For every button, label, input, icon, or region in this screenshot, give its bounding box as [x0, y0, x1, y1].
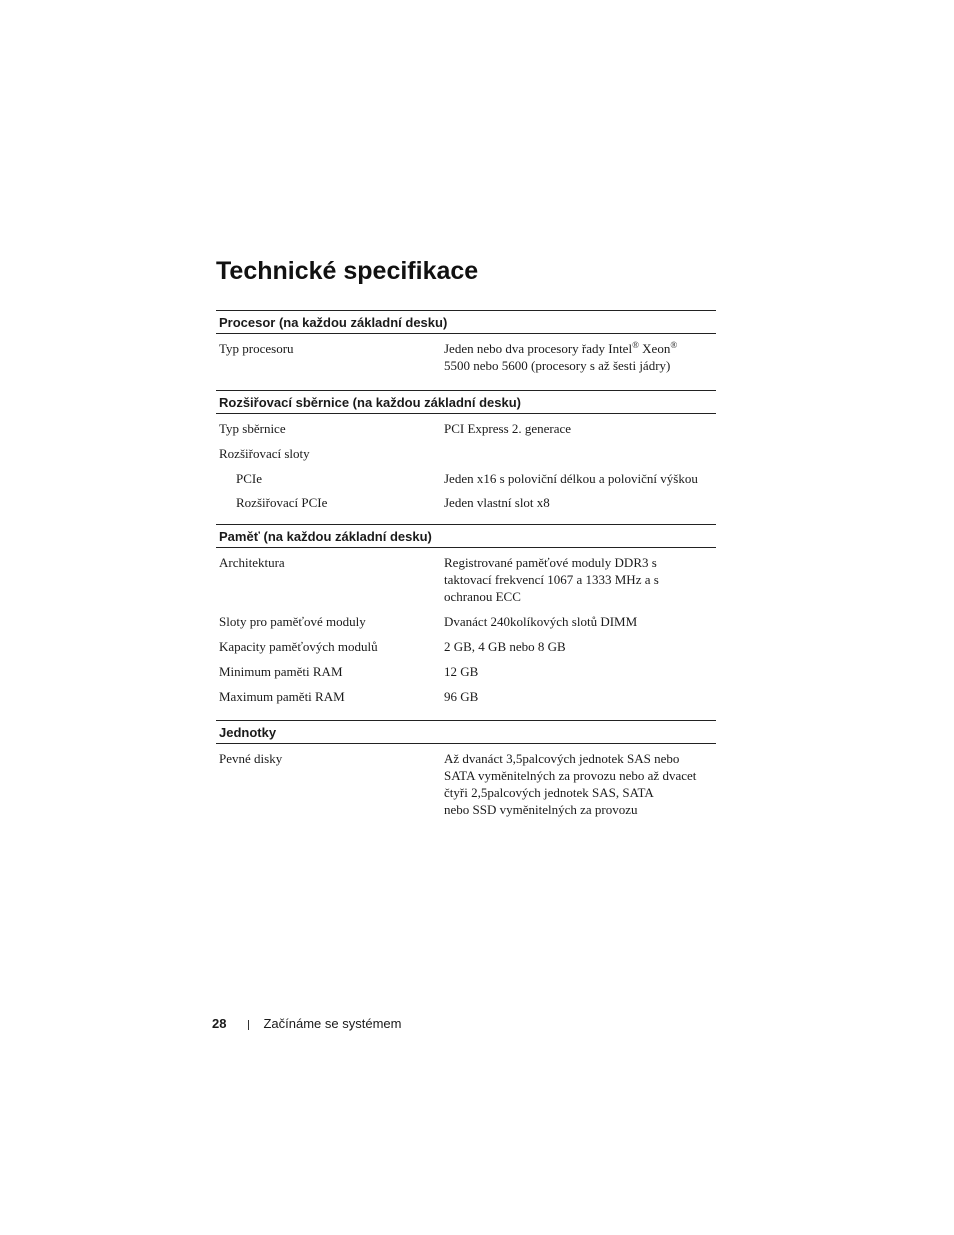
page-footer: [212, 1015, 401, 1033]
spec-section-drives: [216, 720, 716, 826]
spec-value: [444, 554, 716, 605]
spec-row-hard-drives: [216, 750, 716, 818]
spec-value-text: Xeon: [638, 341, 671, 356]
spec-label: Rozšiřovací PCIe: [236, 495, 328, 510]
spec-row-processor-type: [216, 340, 716, 374]
spec-value-line: 5500 nebo 5600 (procesory s až šesti jádry): [444, 358, 671, 373]
spec-label: Minimum paměti RAM: [219, 664, 343, 679]
spec-row-minimum-ram: [216, 663, 716, 680]
spec-row-pcie: [216, 470, 716, 487]
spec-value: 2 GB, 4 GB nebo 8 GB: [444, 639, 566, 654]
page-number: 28: [212, 1016, 227, 1031]
spec-row-expansion-pcie: [216, 494, 716, 511]
spec-row-architecture: [216, 554, 716, 605]
spec-value-line: [444, 340, 716, 357]
spec-label: Architektura: [219, 555, 285, 570]
spec-value: 12 GB: [444, 664, 479, 679]
spec-value: [444, 445, 716, 462]
spec-label: PCIe: [236, 471, 262, 486]
spec-section-processor: [216, 310, 716, 382]
spec-label: Kapacity paměťových modulů: [219, 639, 378, 654]
page-title: Technické specifikace: [216, 257, 479, 285]
spec-section-expansion-bus: [216, 390, 716, 519]
spec-value: Dvanáct 240kolíkových slotů DIMM: [444, 614, 638, 629]
registered-mark: ®: [632, 340, 639, 350]
spec-value: 96 GB: [444, 689, 479, 704]
spec-label: Maximum paměti RAM: [219, 689, 345, 704]
spec-value-text: Jeden nebo dva procesory řady Intel: [444, 341, 633, 356]
spec-label: Typ procesoru: [219, 341, 294, 356]
spec-row-memory-slots: [216, 613, 716, 630]
spec-row-module-capacities: [216, 638, 716, 655]
spec-rows: [216, 744, 716, 818]
spec-row-expansion-slots: [216, 445, 716, 462]
spec-label: Sloty pro paměťové moduly: [219, 614, 366, 629]
spec-label: Rozšiřovací sloty: [219, 446, 310, 461]
spec-value: [444, 750, 716, 818]
spec-value-line: čtyři 2,5palcových jednotek SAS, SATA: [444, 785, 654, 800]
spec-value-line: nebo SSD vyměnitelných za provozu: [444, 802, 638, 817]
spec-rows: [216, 548, 716, 705]
spec-value-line: ochranou ECC: [444, 589, 521, 604]
section-heading: Jednotky: [216, 720, 716, 744]
spec-rows: [216, 334, 716, 374]
spec-value: Jeden vlastní slot x8: [444, 495, 550, 510]
section-heading: Procesor (na každou základní desku): [216, 310, 716, 334]
spec-value: PCI Express 2. generace: [444, 421, 572, 436]
spec-row-maximum-ram: [216, 688, 716, 705]
registered-mark: ®: [670, 340, 678, 350]
chapter-title: Začínáme se systémem: [263, 1016, 402, 1031]
spec-value-line: SATA vyměnitelných za provozu nebo až dvacet: [444, 768, 697, 783]
section-heading: Rozšiřovací sběrnice (na každou základní desku): [216, 390, 716, 414]
spec-section-memory: [216, 524, 716, 713]
spec-value: [444, 340, 716, 374]
section-heading: Paměť (na každou základní desku): [216, 524, 716, 548]
spec-value-line: taktovací frekvencí 1067 a 1333 MHz a s: [444, 572, 659, 587]
spec-value-line: Registrované paměťové moduly DDR3 s: [444, 555, 657, 570]
spec-label: Typ sběrnice: [219, 421, 286, 436]
spec-value-line: Až dvanáct 3,5palcových jednotek SAS nebo: [444, 751, 680, 766]
footer-divider: [248, 1020, 249, 1030]
spec-row-bus-type: [216, 420, 716, 437]
spec-value: Jeden x16 s poloviční délkou a poloviční výškou: [444, 471, 698, 486]
spec-label: Pevné disky: [219, 751, 283, 766]
spec-rows: [216, 414, 716, 511]
